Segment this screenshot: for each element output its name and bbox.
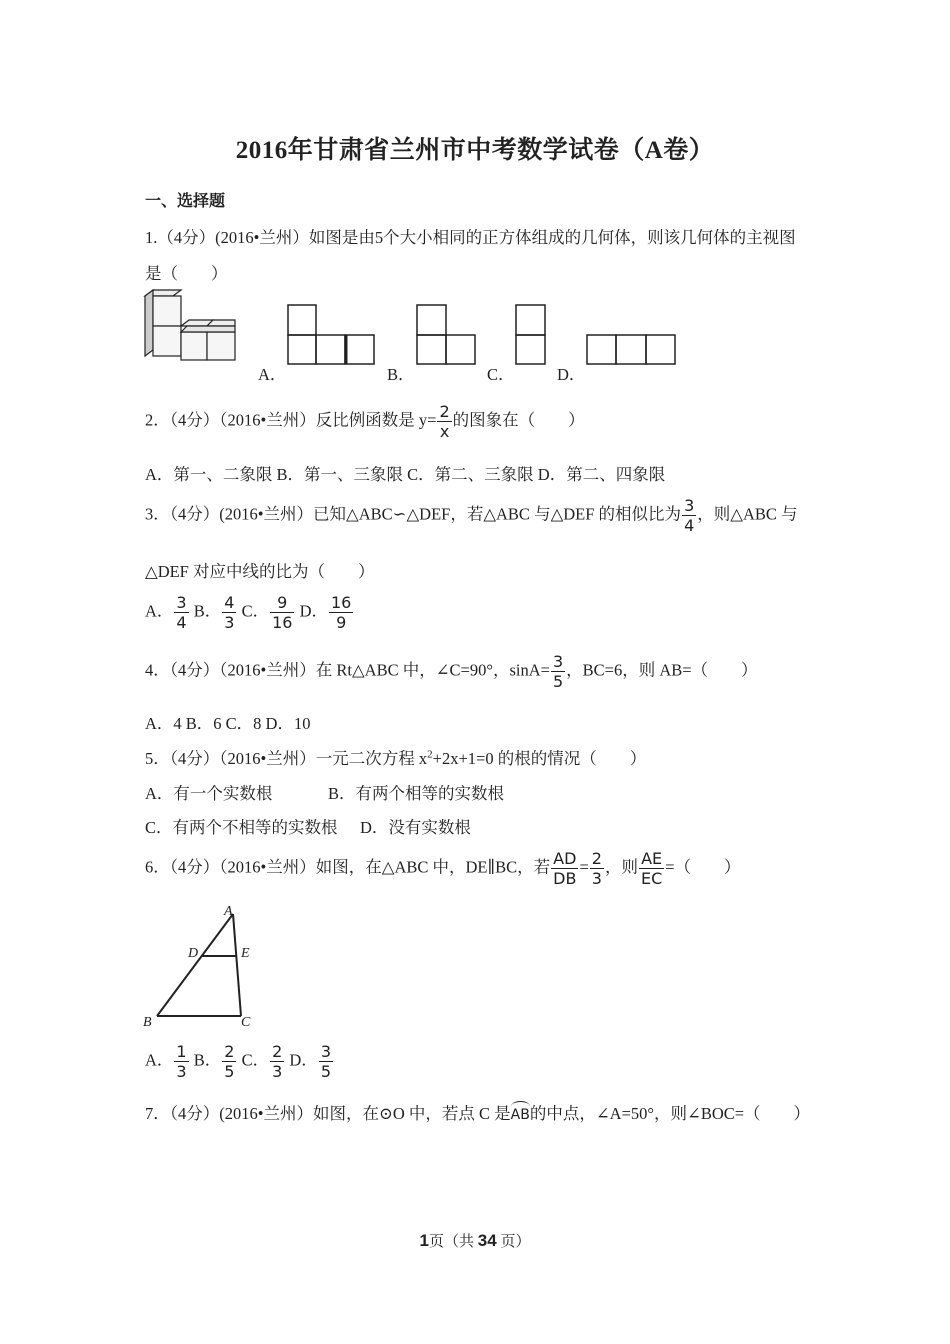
q6-suffix: =（ ） <box>665 857 741 877</box>
q1-solid-figure <box>143 290 243 362</box>
footer-page-number: 1 <box>419 1231 429 1250</box>
q5-superscript: 2 <box>427 748 433 761</box>
section-heading: 一、选择题 <box>145 193 226 210</box>
q6-option-a-fraction <box>174 1042 188 1081</box>
q6-b-den: 5 <box>224 1062 235 1081</box>
q5-line <box>145 745 646 769</box>
q6-f3-den: EC <box>640 869 663 888</box>
q6-c-num: 2 <box>272 1042 283 1061</box>
q4-options: A．4 B．6 C．8 D．10 <box>145 714 311 733</box>
q6-options <box>145 1042 334 1081</box>
q2-fraction-den: x <box>439 422 450 441</box>
footer-total-pages: 34 <box>477 1231 497 1250</box>
q6-fraction-value <box>590 849 604 888</box>
q3-option-d-fraction <box>329 593 353 632</box>
q5-option-c: C．有两个不相等的实数根 <box>145 818 338 837</box>
q1-option-b-figure <box>416 304 478 366</box>
q1-option-c-figure <box>515 304 547 366</box>
q5-prefix: 5．（4分）（2016•兰州）一元二次方程 x <box>145 749 428 768</box>
q6-option-d-fraction <box>319 1042 333 1081</box>
q3-option-b-fraction <box>222 593 236 632</box>
q6-d-num: 3 <box>320 1042 331 1061</box>
q7-prefix: 7．（4分）(2016•兰州）如图，在⊙O 中，若点 C 是 <box>145 1104 511 1123</box>
q3-a-num: 3 <box>176 593 187 612</box>
q3-option-c: C． <box>241 601 270 621</box>
footer-end: 页） <box>500 1234 531 1250</box>
q3-prefix: 3．（4分）(2016•兰州）已知△ABC∽△DEF，若△ABC 与△DEF 的相似比为 <box>145 504 682 524</box>
q6-f2-den: 3 <box>591 869 602 888</box>
q6-label-a: A <box>224 904 233 919</box>
q3-options <box>145 593 354 632</box>
q6-label-c: C <box>241 1015 251 1030</box>
q6-f3-num: AE <box>639 849 664 869</box>
q5-option-b: B．有两个相等的实数根 <box>328 784 505 803</box>
q3-b-den: 3 <box>224 613 235 632</box>
q3-option-b: B． <box>193 601 222 621</box>
q3-line2: △DEF 对应中线的比为（ ） <box>145 562 375 581</box>
q6-option-d: D． <box>289 1050 318 1070</box>
q3-c-den: 16 <box>272 613 293 632</box>
q3-c-num: 9 <box>270 593 294 613</box>
q5-suffix: +2x+1=0 的根的情况（ ） <box>432 749 647 768</box>
q3-suffix: ，则△ABC 与 <box>697 504 798 524</box>
q5-option-a: A．有一个实数根 <box>145 784 273 803</box>
q4-prefix: 4．（4分）（2016•兰州）在 Rt△ABC 中，∠C=90°，sinA= <box>145 660 550 680</box>
q3-fraction <box>682 496 696 535</box>
q6-f1-num: AD <box>551 849 578 869</box>
footer-mid: 页（共 <box>429 1234 475 1250</box>
q6-b-num: 2 <box>224 1042 235 1061</box>
q1-option-d-label: D． <box>557 365 586 384</box>
q1-line2: 是（ ） <box>145 264 228 283</box>
q6-line <box>145 849 741 888</box>
q6-mid: ，则 <box>604 857 638 877</box>
q3-a-den: 4 <box>176 613 187 632</box>
q6-option-a: A． <box>145 1050 174 1070</box>
q4-fraction-num: 3 <box>552 652 564 671</box>
page-title: 2016年甘肃省兰州市中考数学试卷（A卷） <box>235 137 715 164</box>
q2-line <box>145 402 585 441</box>
page-footer <box>0 1230 950 1251</box>
q6-label-e: E <box>241 946 250 961</box>
q6-option-b-fraction <box>222 1042 236 1081</box>
q6-c-den: 3 <box>272 1062 283 1081</box>
q4-suffix: ，BC=6，则 AB=（ ） <box>566 660 758 680</box>
q4-line <box>145 652 758 691</box>
q4-fraction-den: 5 <box>552 672 564 691</box>
q6-d-den: 5 <box>320 1062 331 1081</box>
q2-fraction <box>437 402 451 441</box>
q6-option-c-fraction <box>270 1042 284 1081</box>
q3-option-a: A． <box>145 601 174 621</box>
q3-d-num: 16 <box>330 593 352 612</box>
q1-line1: 1.（4分）(2016•兰州）如图是由5个大小相同的正方体组成的几何体，则该几何体的主视图 <box>145 228 796 247</box>
q3-option-c-fraction <box>270 593 294 632</box>
q3-option-d: D． <box>299 601 328 621</box>
q5-option-d: D．没有实数根 <box>360 818 471 837</box>
q1-option-a-label: A． <box>258 365 287 384</box>
q2-suffix: 的图象在（ ） <box>452 410 585 430</box>
q4-fraction <box>551 652 565 691</box>
q2-options: A．第一、二象限 B．第一、三象限 C．第二、三象限 D．第二、四象限 <box>145 465 666 484</box>
q6-equals: = <box>579 857 589 877</box>
q3-line1 <box>145 496 798 535</box>
q6-a-num: 1 <box>176 1042 187 1061</box>
q3-d-den: 9 <box>336 613 347 632</box>
q6-triangle-figure <box>140 902 265 1032</box>
q2-fraction-num: 2 <box>439 402 450 421</box>
q6-option-c: C． <box>241 1050 270 1070</box>
q6-fraction-ae-ec <box>639 849 664 888</box>
q3-b-num: 4 <box>224 593 235 612</box>
q2-prefix: 2．（4分）（2016•兰州）反比例函数是 y= <box>145 410 437 430</box>
q3-fraction-num: 3 <box>684 496 695 515</box>
q7-suffix: 的中点，∠A=50°，则∠BOC=（ ） <box>529 1104 811 1123</box>
q6-a-den: 3 <box>176 1062 187 1081</box>
q1-option-b-label: B． <box>387 365 415 384</box>
q6-option-b: B． <box>193 1050 222 1070</box>
q6-f2-num: 2 <box>591 849 602 868</box>
q7-arc-ab: AB <box>510 1107 530 1123</box>
q6-f1-den: DB <box>553 869 577 888</box>
q6-prefix: 6．（4分）（2016•兰州）如图，在△ABC 中，DE∥BC，若 <box>145 857 551 877</box>
q1-option-d-figure <box>586 334 678 366</box>
q6-fraction-ad-db <box>551 849 578 888</box>
q3-fraction-den: 4 <box>684 516 695 535</box>
q7-line <box>145 1100 810 1124</box>
q1-option-c-label: C． <box>487 365 515 384</box>
q1-option-a-figure <box>287 304 377 366</box>
q6-label-d: D <box>188 946 199 961</box>
q6-label-b: B <box>143 1015 152 1030</box>
q3-option-a-fraction <box>174 593 188 632</box>
